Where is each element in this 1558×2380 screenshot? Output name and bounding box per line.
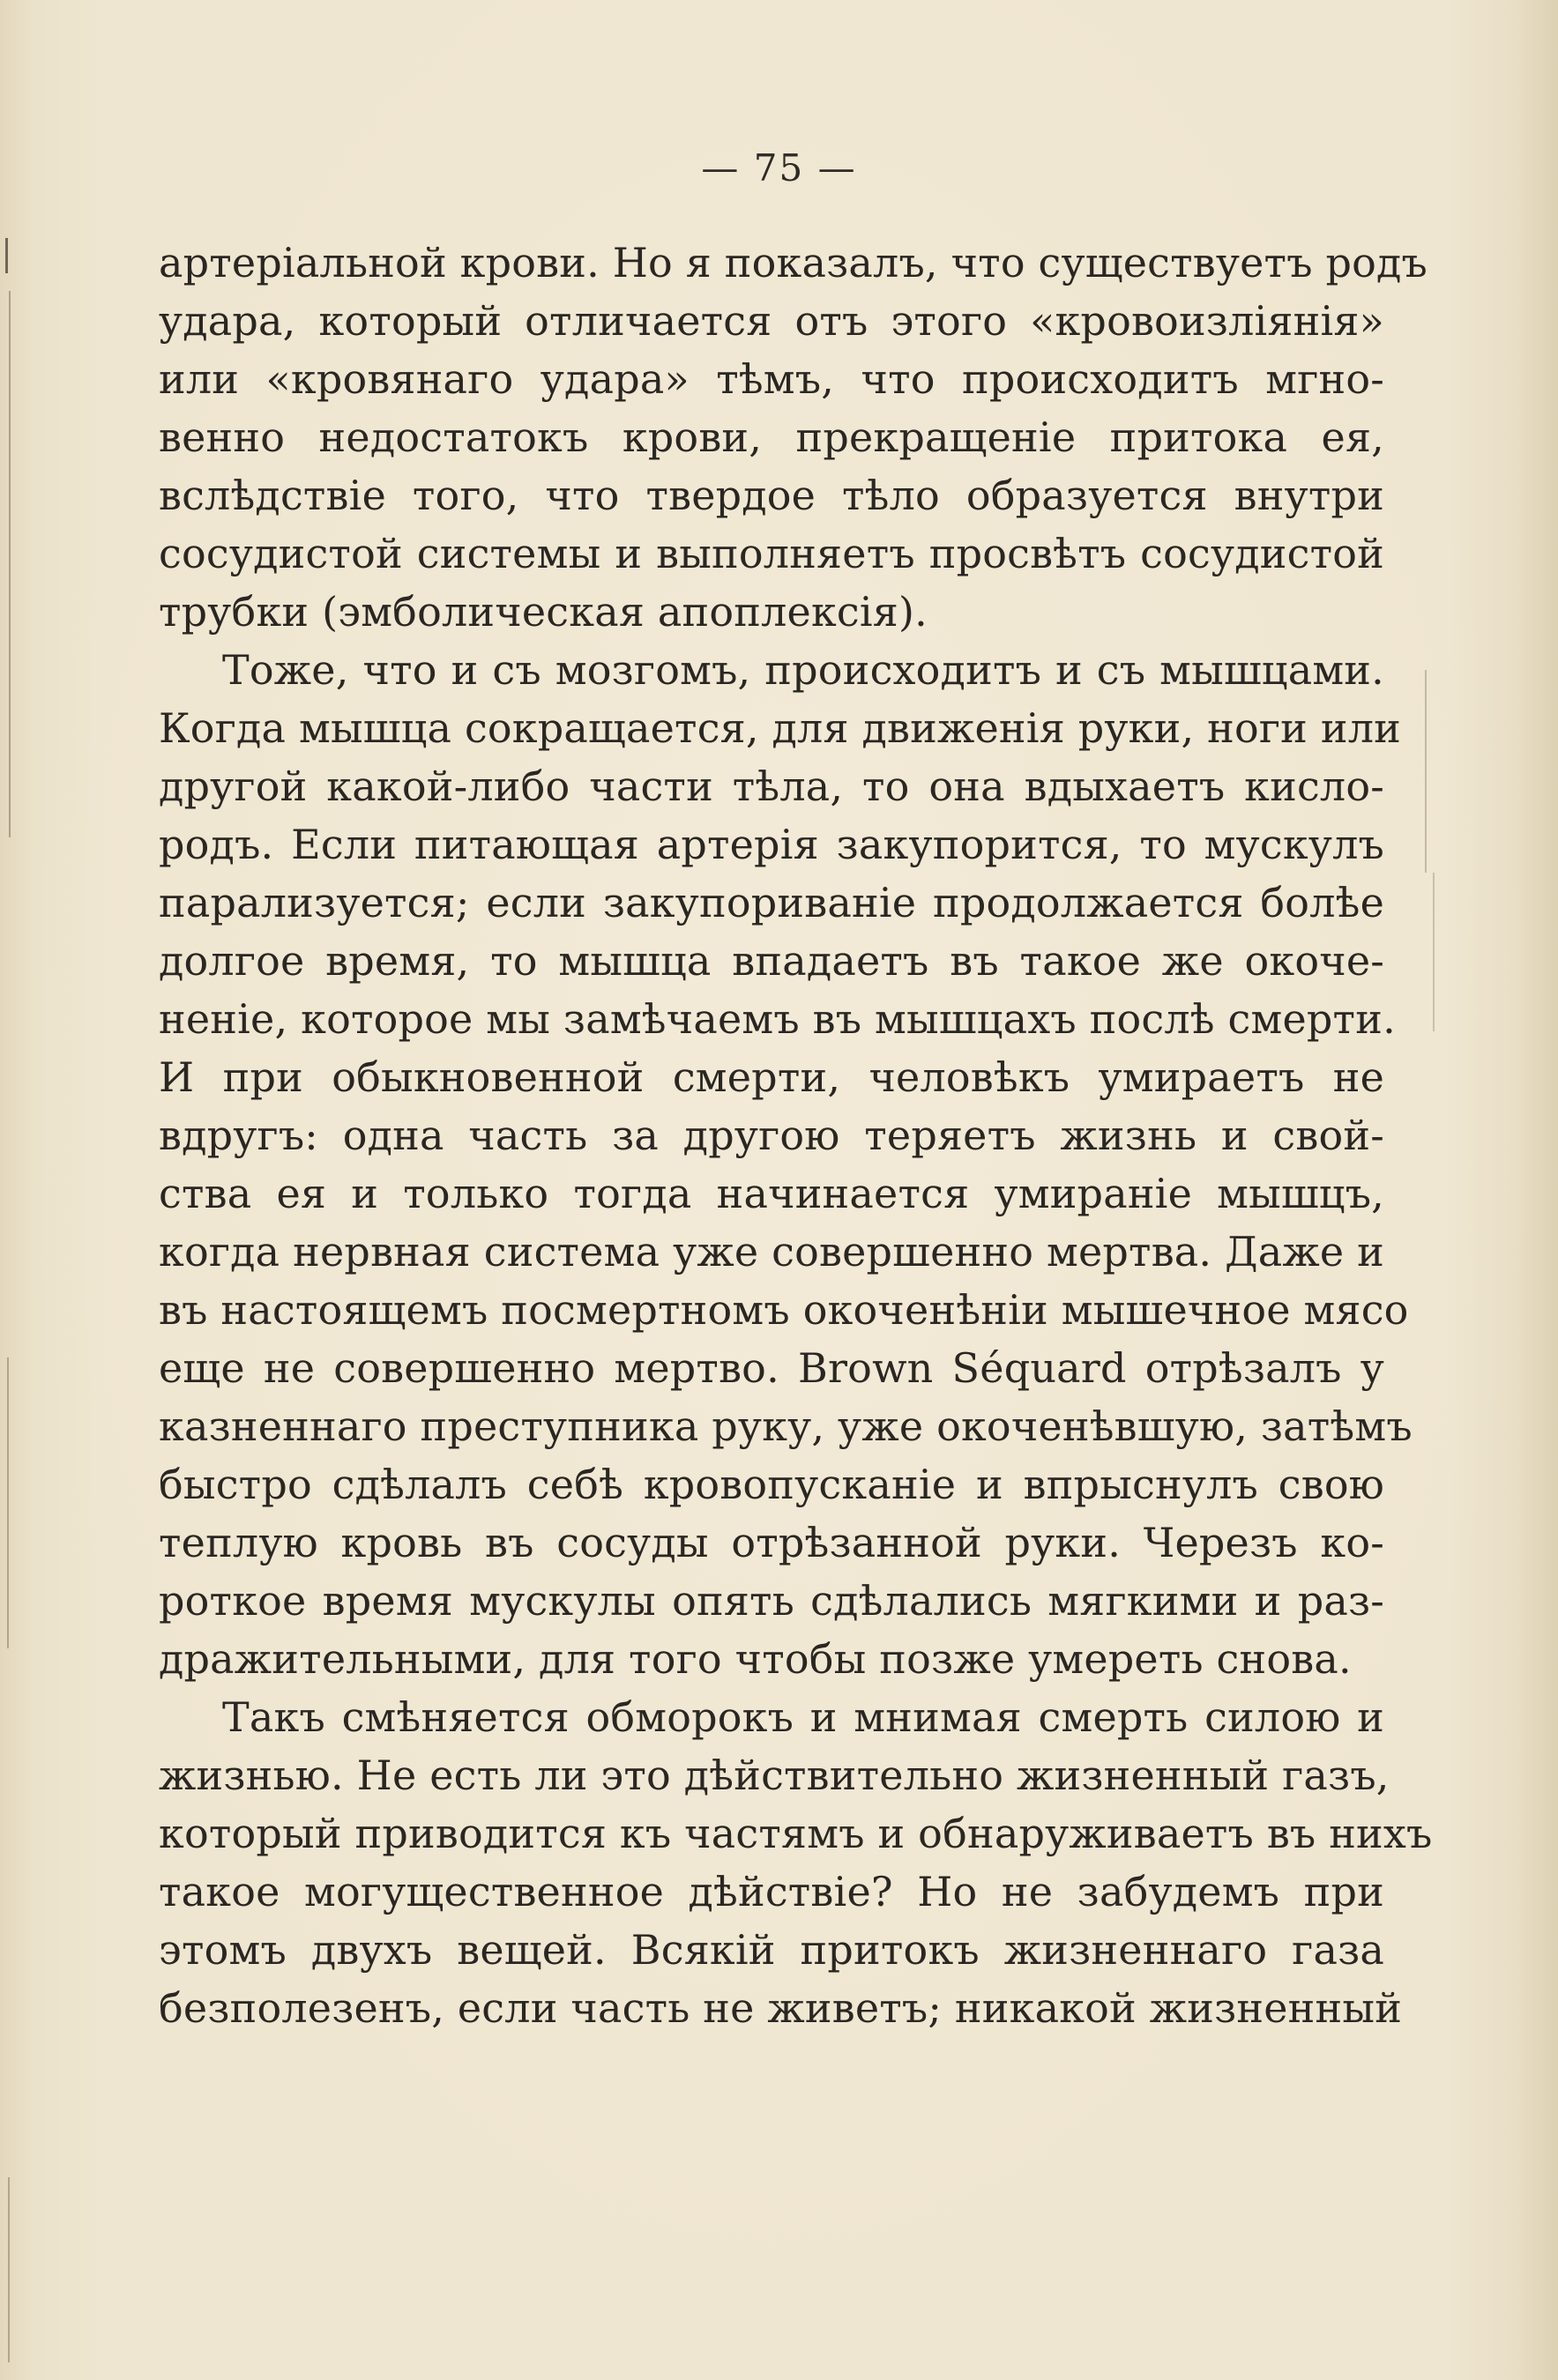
left-edge-mark [8, 2177, 10, 2362]
text-line: Такъ смѣняется обморокъ и мнимая смерть силою и [222, 1693, 1384, 1741]
text-line: когда нервная система уже совершенно мертва. Даже и [159, 1228, 1384, 1276]
text-line: или «кровянаго удара» тѣмъ, что происходитъ мгно- [159, 355, 1384, 403]
text-line: венно недостатокъ крови, прекращеніе притока ея, [159, 413, 1384, 461]
text-line: безполезенъ, если часть не живетъ; никакой жизненный [159, 1984, 1403, 2032]
text-line: родъ. Если питающая артерія закупорится, то мускулъ [159, 821, 1384, 868]
text-line: въ настоящемъ посмертномъ окоченѣніи мышечное мясо [159, 1286, 1409, 1334]
right-edge-mark [1433, 873, 1435, 1031]
text-line: вслѣдствіе того, что твердое тѣло образуется внутри [159, 472, 1384, 519]
text-line: вдругъ: одна часть за другою теряетъ жизнь и свой- [159, 1112, 1384, 1159]
text-line: другой какой-либо части тѣла, то она вдыхаетъ кисло- [159, 762, 1384, 810]
body-text [159, 234, 1433, 2037]
text-line: такое могущественное дѣйствіе? Но не забудемъ при [159, 1868, 1384, 1915]
text-line: роткое время мускулы опять сдѣлались мягкими и раз- [159, 1577, 1384, 1625]
text-line: теплую кровь въ сосуды отрѣзанной руки. Черезъ ко- [159, 1519, 1384, 1566]
text-line: казненнаго преступника руку, уже окоченѣвшую, затѣмъ [159, 1402, 1413, 1450]
text-line: ства ея и только тогда начинается умираніе мышцъ, [159, 1170, 1384, 1217]
right-edge-mark [1425, 670, 1427, 873]
text-line: трубки (эмболическая апоплексія). [159, 588, 928, 636]
text-line: который приводится къ частямъ и обнаруживаетъ въ нихъ [159, 1810, 1433, 1857]
text-line: неніе, которое мы замѣчаемъ въ мышцахъ послѣ смерти. [159, 995, 1396, 1043]
text-line: дражительными, для того чтобы позже умереть снова. [159, 1635, 1352, 1683]
text-line: быстро сдѣлалъ себѣ кровопусканіе и впрыснулъ свою [159, 1461, 1384, 1508]
left-edge-mark [5, 238, 8, 273]
text-line: Когда мышца сокращается, для движенія руки, ноги или [159, 704, 1401, 752]
left-edge-mark [7, 1357, 9, 1648]
text-line: парализуется; если закупориваніе продолжается болѣе [159, 879, 1384, 926]
page-number: — 75 — [701, 146, 857, 190]
text-line: удара, который отличается отъ этого «кровоизліянія» [159, 297, 1384, 345]
text-line: этомъ двухъ вещей. Всякій притокъ жизненнаго газа [159, 1926, 1384, 1974]
text-line: сосудистой системы и выполняетъ просвѣтъ сосудистой [159, 530, 1384, 577]
text-line: Тоже, что и съ мозгомъ, происходитъ и съ мышцами. [222, 646, 1384, 694]
text-line: долгое время, то мышца впадаетъ въ такое же окоче- [159, 937, 1384, 985]
text-line: еще не совершенно мертво. Brown Séquard отрѣзалъ у [159, 1344, 1384, 1392]
text-line: жизнью. Не есть ли это дѣйствительно жизненный газъ, [159, 1752, 1390, 1799]
text-line: И при обыкновенной смерти, человѣкъ умираетъ не [159, 1053, 1384, 1101]
left-edge-mark [9, 291, 11, 837]
text-line: артеріальной крови. Но я показалъ, что существуетъ родъ [159, 239, 1428, 286]
